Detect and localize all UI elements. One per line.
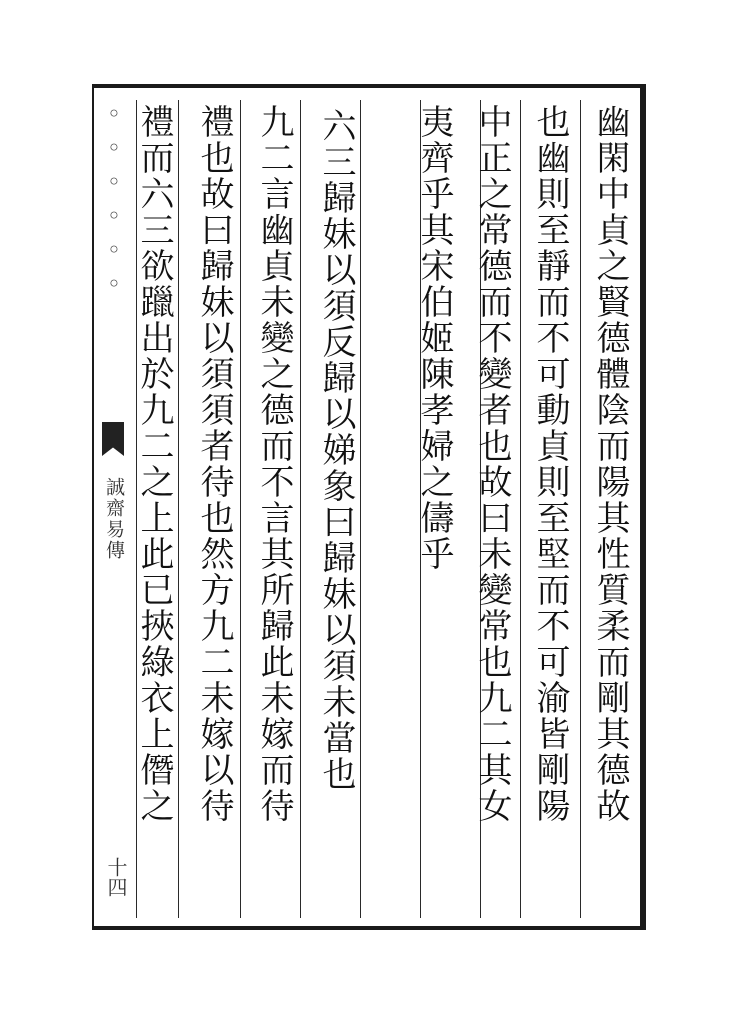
folio-number: 十四 [104,857,128,897]
column-divider [178,100,179,918]
margin-decoration: ◦◦◦◦◦◦ [100,100,128,304]
frame-inner-border [640,84,642,930]
text-column-4: 夷齊乎其宋伯姬陳孝婦之儔乎 [414,104,454,572]
text-column-3: 中正之常德而不變者也故曰未變常也九二其女 [472,104,512,824]
fishtail-mark-icon [102,422,124,456]
text-column-5: 六三歸妹以須反歸以娣象曰歸妹以須未當也 [316,108,356,792]
column-divider [240,100,241,918]
column-divider [580,100,581,918]
text-column-6: 九二言幽貞未變之德而不言其所歸此未嫁而待 [254,104,294,824]
column-divider [520,100,521,918]
column-divider [360,100,361,918]
book-title: 誠齋易傳 [103,477,125,561]
text-column-2: 也幽則至靜而不可動貞則至堅而不可渝皆剛陽 [530,104,570,824]
column-divider [300,100,301,918]
margin-column [96,92,132,922]
text-column-1: 幽閑中貞之賢德體陰而陽其性質柔而剛其德故 [590,104,630,824]
text-column-8: 禮而六三欲躐出於九二之上此已挾綠衣上僭之 [134,104,174,824]
text-column-7: 禮也故曰歸妹以須須者待也然方九二未嫁以待 [194,104,234,824]
